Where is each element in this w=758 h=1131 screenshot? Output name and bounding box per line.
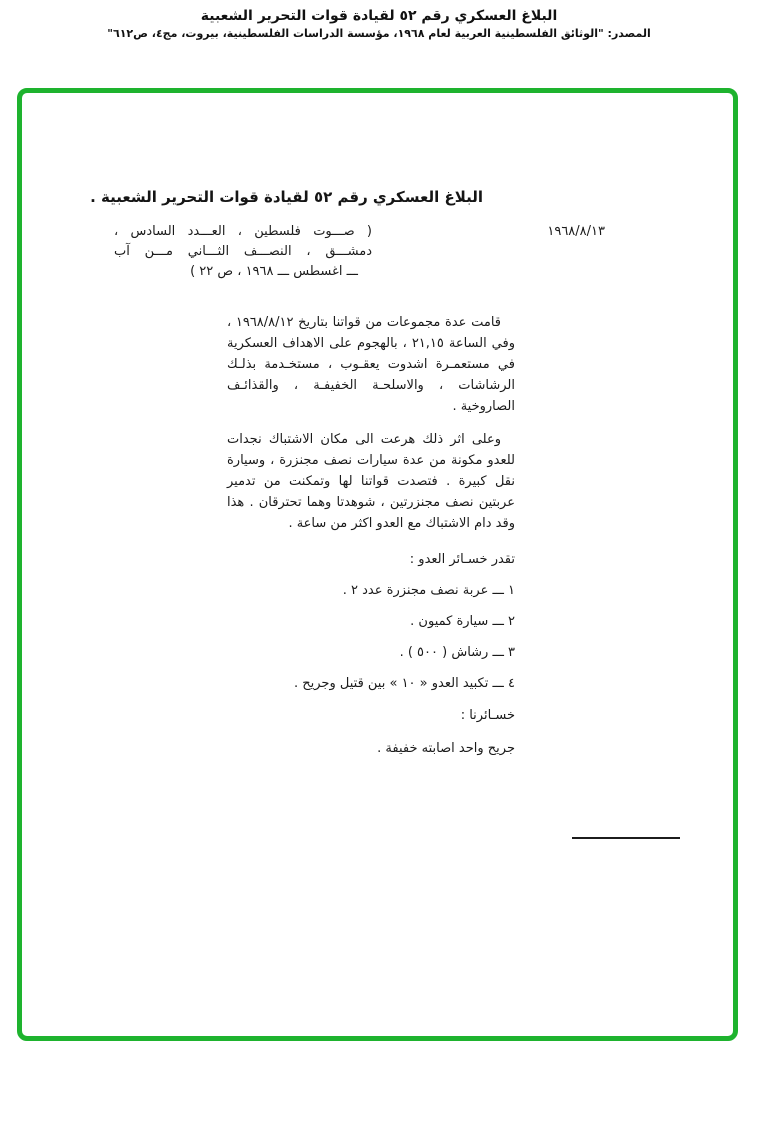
date-citation-row (22, 222, 733, 282)
our-losses-heading: خسـائرنا : (460, 708, 515, 723)
citation-line: ـــ اغسطس ـــ ١٩٦٨ ، ص ٢٢ ) (190, 264, 358, 279)
document-date: ١٩٦٨/٨/١٣ (547, 224, 605, 239)
scanned-document (22, 188, 733, 1131)
our-losses-text: جريح واحد اصابته خفيفة . (377, 741, 515, 756)
end-divider-rule (572, 837, 680, 839)
document-body (227, 312, 515, 759)
enemy-loss-item: ٤ ـــ تكبيد العدو « ١٠ » بين قتيل وجريح . (293, 676, 515, 691)
enemy-loss-item: ١ ـــ عربة نصف مجنزرة عدد ٢ . (342, 583, 515, 598)
citation-line: ( صـــوت فلسطين ، العـــدد السادس ، (114, 224, 372, 239)
caption-source-line: المصدر: "الوثائق الفلسطينية العربية لعام ١٩٦٨، مؤسسة الدراسات الفلسطينية، بيروت، مج٤، ص٦١٢" (107, 27, 651, 40)
document-title: البلاغ العسكري رقم ٥٢ لقيادة قوات التحرير الشعبية . (90, 188, 483, 206)
citation-line: دمشـــق ، النصـــف الثـــاني مـــن آب (114, 244, 372, 259)
green-annotation-frame (17, 88, 738, 1041)
body-paragraph: قامت عدة مجموعات من قواتنا بتاريخ ١٩٦٨/٨/١٢ ، وفي الساعة ٢١,١٥ ، بالهجوم على الاهداف العسكرية في مستعمـرة اشدوت يعقـوب ، مستخـدمة بذلـك الرشاشات ، والاسلحـة الخفيفـة ، والقذائـف الصاروخية . (227, 315, 515, 414)
enemy-losses-heading: تقدر خسـائر العدو : (409, 552, 515, 567)
caption-header (0, 0, 758, 42)
caption-title: البلاغ العسكري رقم ٥٢ لقيادة قوات التحرير الشعبية (200, 8, 558, 24)
source-citation-block (114, 222, 372, 282)
enemy-loss-item: ٣ ـــ رشاش ( ٥٠٠ ) . (399, 645, 515, 660)
body-paragraph: وعلى اثر ذلك هرعت الى مكان الاشتباك نجدات للعدو مكونة من عدة سيارات نصف مجنزرة ، وسيارة نقل كبيرة . فتصدت قواتنا لها وتمكنت من تدمير عربتين نصف مجنزرتين ، شوهدتا وهما تحترقان . هذا وقد دام الاشتباك مع العدو اكثر من ساعة . (227, 432, 515, 531)
enemy-loss-item: ٢ ـــ سيارة كميون . (410, 614, 515, 629)
